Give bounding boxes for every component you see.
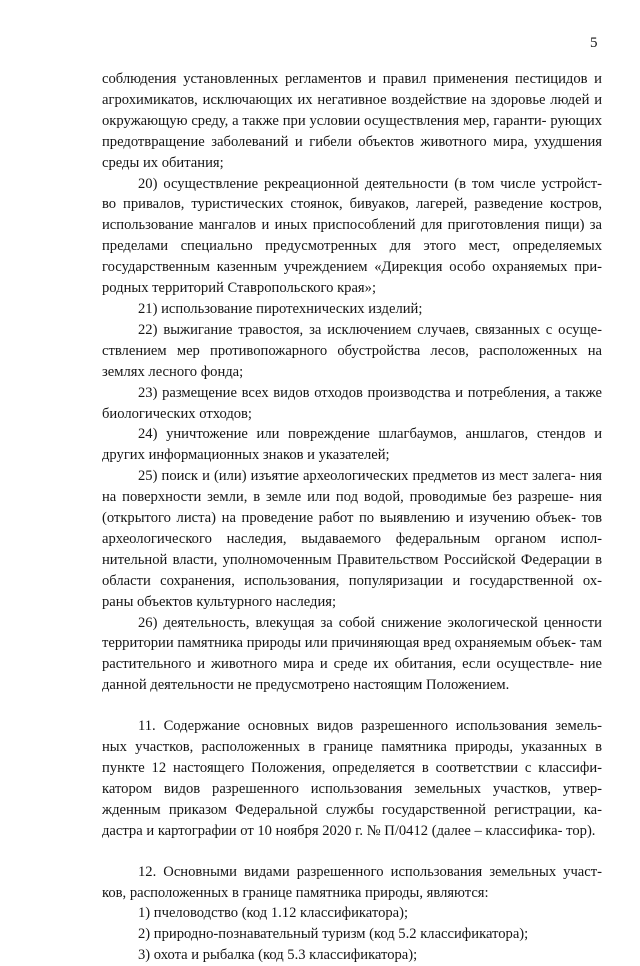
list-item-20: 20) осуществление рекреационной деятельности (в том числе устройст- во привалов, туристических стоянок, бивуаков, лагерей, разведение костров, использование мангалов и иных приспособлений для приготовления пищи) за пределами специально предусмотренных для этого мест, определяемых государственным казенным учреждением «Дирекция особо охраняемых при- родных территорий Ставропольского края»; bbox=[102, 175, 602, 297]
use-item-3: 3) охота и рыбалка (код 5.3 классификатора); bbox=[138, 947, 418, 964]
section-11: 11. Содержание основных видов разрешенного использования земель- ных участков, расположенных в границе памятника природы, указанных в пункте 12 настоящего Положения, определяется в соответствии с классифи- катором видов разрешенного использования земельных участков, утвер- жденным приказом Федеральной службы государственной регистрации, ка- дастра и картографии от 10 ноября 2020 г. № П/0412 (далее – классифика- тор). bbox=[102, 718, 602, 839]
page-number: 5 bbox=[590, 35, 598, 51]
list-item-26: 26) деятельность, влекущая за собой снижение экологической ценности территории памятника природы или причиняющая вред охраняемым объек- там растительного и животного мира и среде их обитания, если осуществле- ние данной деятельности не предусмотрено настоящим Положением. bbox=[102, 614, 602, 694]
paragraph-continuation: соблюдения установленных регламентов и правил применения пестицидов и агрохимикатов, исключающих их негативное воздействие на здоровье людей и окружающую среду, а также при условии осуществления мер, гаранти- рующих предотвращение заболеваний и гибели объектов животного мира, ухудшения среды их обитания; bbox=[102, 71, 602, 171]
use-item-2: 2) природно-познавательный туризм (код 5.2 классификатора); bbox=[138, 926, 529, 943]
use-item-1: 1) пчеловодство (код 1.12 классификатора); bbox=[138, 905, 409, 922]
list-item-24: 24) уничтожение или повреждение шлагбаумов, аншлагов, стендов и других информационных знаков и указателей; bbox=[102, 426, 602, 464]
list-item-22: 22) выжигание травостоя, за исключением случаев, связанных с осуще- ствлением мер противопожарного обустройства лесов, расположенных на землях лесного фонда; bbox=[102, 321, 602, 380]
document-body bbox=[102, 69, 602, 966]
section-12: 12. Основными видами разрешенного использования земельных участ- ков, расположенных в границе памятника природы, являются: bbox=[102, 863, 602, 901]
list-item-25: 25) поиск и (или) изъятие археологических предметов из мест залега- ния на поверхности земли, в земле или под водой, проводимые без разреше- ния (открытого листа) на проведение работ по выявлению и изучению объек- тов археологического наследия, выдаваемого федеральным органом испол- нительной власти, уполномоченным Правительством Российской Федерации в области сохранения, использования, популяризации и государственной ох- раны объектов культурного наследия; bbox=[102, 468, 602, 610]
list-item-23: 23) размещение всех видов отходов производства и потребления, а также биологических отходов; bbox=[102, 384, 602, 422]
list-item-21: 21) использование пиротехнических изделий; bbox=[138, 300, 423, 317]
